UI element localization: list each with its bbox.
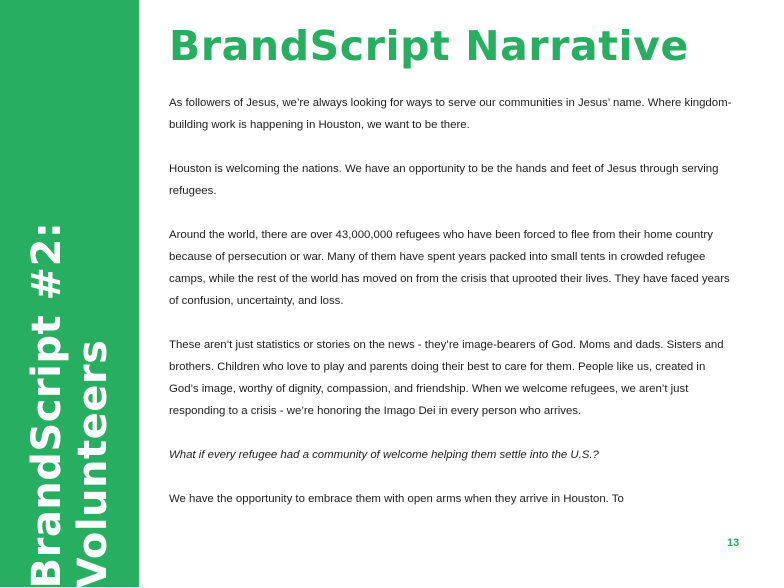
- sidebar-panel: [0, 0, 139, 587]
- sidebar-title: [24, 222, 116, 588]
- paragraph-intro: As followers of Jesus, we’re always looking for ways to serve our communities in Jesus’ name. Where kingdom-building work is happening in Houston, we want to be there.: [169, 97, 732, 131]
- paragraph-refugee-statistics: Around the world, there are over 43,000,000 refugees who have been forced to flee from their home country because of persecution or war. Many of them have spent years packed into small tents in crowded refugee camps, while the rest of the world has moved on from the crisis that uprooted their lives. They have faced years of confusion, uncertainty, and loss.: [169, 229, 730, 307]
- paragraph-question: What if every refugee had a community of welcome helping them settle into the U.S.?: [169, 449, 599, 461]
- page-title: BrandScript Narrative: [169, 22, 689, 70]
- paragraph-houston: Houston is welcoming the nations. We have an opportunity to be the hands and feet of Jesus through serving refugees.: [169, 163, 719, 197]
- paragraph-image-bearers: These aren’t just statistics or stories on the news - they’re image-bearers of God. Moms and dads. Sisters and brothers. Children who love to play and parents doing their best to care for them. People like us, created in God’s image, worthy of dignity, compassion, and friendship. When we welcome refugees, we aren’t just responding to a crisis - we’re honoring the Imago Dei in every person who arrives.: [169, 339, 724, 417]
- sidebar-title-line-1: BrandScript #2:: [24, 221, 70, 588]
- paragraph-opportunity: We have the opportunity to embrace them with open arms when they arrive in Houston. To: [169, 493, 624, 505]
- narrative-body: [169, 92, 735, 532]
- sidebar-title-line-2: Volunteers: [70, 339, 116, 588]
- page-number: 13: [727, 537, 740, 549]
